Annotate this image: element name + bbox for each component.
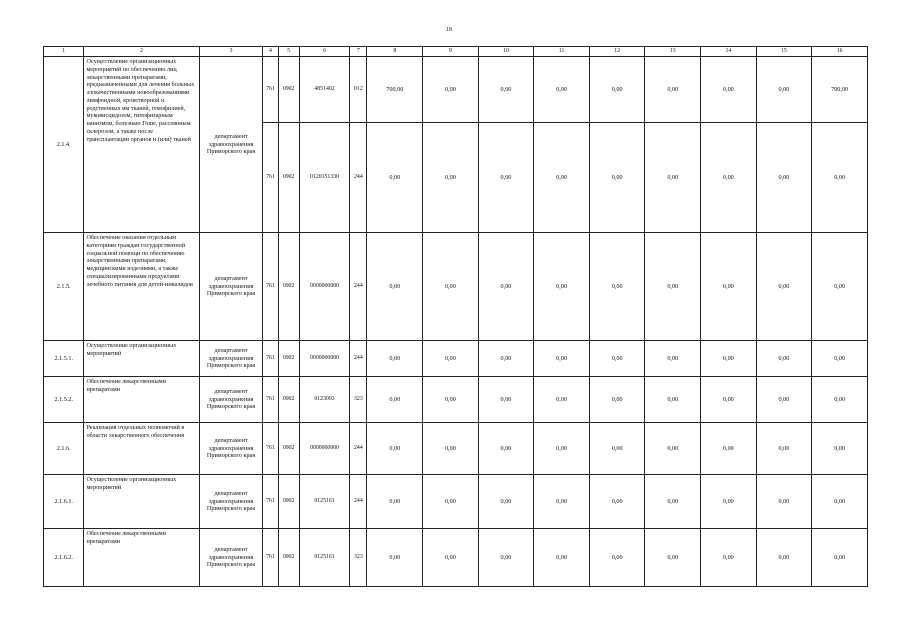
row-number: 2.1.5. <box>44 233 84 341</box>
table-row <box>44 423 868 475</box>
budget-code-c7: 244 <box>350 475 367 529</box>
page-number: 18 <box>446 27 452 33</box>
amount-cell: 0,00 <box>812 341 868 377</box>
amount-cell: 0,00 <box>589 529 645 587</box>
budget-code-c4: 761 <box>263 529 278 587</box>
budget-code-c7: 323 <box>350 529 367 587</box>
budget-code-c5: 0902 <box>278 233 299 341</box>
column-header: 6 <box>299 47 350 57</box>
amount-cell: 0,00 <box>701 233 757 341</box>
amount-cell: 0,00 <box>478 57 534 123</box>
amount-cell: 0,00 <box>756 57 812 123</box>
amount-cell: 0,00 <box>756 123 812 233</box>
column-header: 2 <box>84 47 199 57</box>
budget-code-c4: 761 <box>263 423 278 475</box>
amount-cell: 0,00 <box>534 57 590 123</box>
amount-cell: 0,00 <box>478 123 534 233</box>
amount-cell: 0,00 <box>701 123 757 233</box>
column-header: 7 <box>350 47 367 57</box>
column-header: 12 <box>589 47 645 57</box>
amount-cell: 0,00 <box>756 341 812 377</box>
amount-cell: 0,00 <box>534 377 590 423</box>
budget-code-c6: 0123093 <box>299 377 350 423</box>
amount-cell: 0,00 <box>367 123 423 233</box>
column-header: 15 <box>756 47 812 57</box>
table-row <box>44 475 868 529</box>
amount-cell: 0,00 <box>423 341 479 377</box>
row-description: Обеспечение лекарственными препаратами <box>84 377 199 423</box>
column-header: 5 <box>278 47 299 57</box>
amount-cell: 0,00 <box>701 57 757 123</box>
amount-cell: 0,00 <box>534 423 590 475</box>
row-number: 2.1.6.2. <box>44 529 84 587</box>
responsible-org: департамент здравоохранения Приморского края <box>199 529 263 587</box>
budget-code-c5: 0902 <box>278 423 299 475</box>
amount-cell: 0,00 <box>589 377 645 423</box>
column-header: 1 <box>44 47 84 57</box>
amount-cell: 0,00 <box>423 423 479 475</box>
amount-cell: 0,00 <box>367 475 423 529</box>
amount-cell: 0,00 <box>367 233 423 341</box>
amount-cell: 0,00 <box>478 341 534 377</box>
column-header: 10 <box>478 47 534 57</box>
column-header-row <box>44 47 868 57</box>
amount-cell: 0,00 <box>701 475 757 529</box>
budget-code-c4: 761 <box>263 377 278 423</box>
amount-cell: 0,00 <box>478 529 534 587</box>
amount-cell: 0,00 <box>645 341 701 377</box>
budget-code-c5: 0902 <box>278 341 299 377</box>
amount-cell: 0,00 <box>589 57 645 123</box>
budget-code-c6: 0000000000 <box>299 423 350 475</box>
amount-cell: 0,00 <box>645 377 701 423</box>
budget-code-c4: 761 <box>263 123 278 233</box>
amount-cell: 0,00 <box>367 377 423 423</box>
budget-code-c7: 244 <box>350 233 367 341</box>
amount-cell: 0,00 <box>534 529 590 587</box>
amount-cell: 0,00 <box>756 423 812 475</box>
row-description: Обеспечение лекарственными препаратами <box>84 529 199 587</box>
table-row <box>44 529 868 587</box>
budget-code-c5: 0902 <box>278 123 299 233</box>
row-number: 2.1.6.1. <box>44 475 84 529</box>
column-header: 14 <box>701 47 757 57</box>
responsible-org: департамент здравоохранения Приморского края <box>199 475 263 529</box>
column-header: 13 <box>645 47 701 57</box>
amount-cell: 0,00 <box>812 475 868 529</box>
row-number: 2.1.6. <box>44 423 84 475</box>
amount-cell: 0,00 <box>812 233 868 341</box>
amount-cell: 0,00 <box>534 475 590 529</box>
row-description: Осуществление организационных мероприятий по обеспечению лиц лекарственными препаратами, предназначенными для лечения больных злокачественными новообразованиями лимфоидной, кроветворной и родственных им тканей, гемофилией, муковисцидозом, гипофизарным нанизмом, болезнью Гоше, рассеянным склерозом, а также после трансплантации органов и (или) тканей <box>84 57 199 233</box>
amount-cell: 0,00 <box>423 529 479 587</box>
responsible-org: департамент здравоохранения Приморского края <box>199 341 263 377</box>
budget-code-c4: 761 <box>263 341 278 377</box>
budget-code-c5: 0902 <box>278 377 299 423</box>
amount-cell: 0,00 <box>423 475 479 529</box>
budget-code-c6: 0125161 <box>299 475 350 529</box>
budget-code-c7: 244 <box>350 423 367 475</box>
row-description: Реализация отдельных полномочий в области лекарственного обеспечения <box>84 423 199 475</box>
amount-cell: 0,00 <box>478 233 534 341</box>
amount-cell: 0,00 <box>589 123 645 233</box>
budget-code-c7: 244 <box>350 123 367 233</box>
budget-code-c7: 244 <box>350 341 367 377</box>
amount-cell: 0,00 <box>812 423 868 475</box>
amount-cell: 0,00 <box>367 529 423 587</box>
amount-cell: 0,00 <box>756 475 812 529</box>
column-header: 8 <box>367 47 423 57</box>
budget-code-c7: 012 <box>350 57 367 123</box>
amount-cell: 0,00 <box>534 341 590 377</box>
amount-cell: 0,00 <box>812 377 868 423</box>
table-row <box>44 233 868 341</box>
amount-cell: 0,00 <box>701 377 757 423</box>
budget-code-c6: 0120151330 <box>299 123 350 233</box>
amount-cell: 0,00 <box>589 341 645 377</box>
responsible-org: департамент здравоохранения Приморского края <box>199 423 263 475</box>
amount-cell: 700,00 <box>367 57 423 123</box>
amount-cell: 0,00 <box>589 475 645 529</box>
amount-cell: 0,00 <box>701 423 757 475</box>
amount-cell: 0,00 <box>478 423 534 475</box>
amount-cell: 0,00 <box>534 123 590 233</box>
budget-code-c4: 761 <box>263 57 278 123</box>
column-header: 3 <box>199 47 263 57</box>
row-description: Обеспечение оказания отдельным категориям граждан государственной социальной помощи по обеспечению лекарственными препаратами, медицинскими изделиями, а также специализированными продуктами лечебного питания для детей-инвалидов <box>84 233 199 341</box>
budget-code-c4: 761 <box>263 233 278 341</box>
amount-cell: 0,00 <box>645 57 701 123</box>
column-header: 11 <box>534 47 590 57</box>
amount-cell: 0,00 <box>589 423 645 475</box>
budget-code-c5: 0902 <box>278 529 299 587</box>
amount-cell: 0,00 <box>423 57 479 123</box>
amount-cell: 0,00 <box>423 377 479 423</box>
amount-cell: 0,00 <box>645 475 701 529</box>
budget-code-c4: 761 <box>263 475 278 529</box>
amount-cell: 0,00 <box>645 529 701 587</box>
amount-cell: 700,00 <box>812 57 868 123</box>
row-number: 2.1.5.1. <box>44 341 84 377</box>
table-row <box>44 377 868 423</box>
table-row <box>44 57 868 123</box>
amount-cell: 0,00 <box>478 475 534 529</box>
amount-cell: 0,00 <box>645 123 701 233</box>
responsible-org: департамент здравоохранения Приморского края <box>199 57 263 233</box>
amount-cell: 0,00 <box>367 423 423 475</box>
table-row <box>44 341 868 377</box>
column-header: 4 <box>263 47 278 57</box>
amount-cell: 0,00 <box>367 341 423 377</box>
column-header: 16 <box>812 47 868 57</box>
budget-code-c6: 0000000000 <box>299 233 350 341</box>
amount-cell: 0,00 <box>756 233 812 341</box>
budget-code-c6: 0000000000 <box>299 341 350 377</box>
responsible-org: департамент здравоохранения Приморского края <box>199 377 263 423</box>
amount-cell: 0,00 <box>645 233 701 341</box>
amount-cell: 0,00 <box>589 233 645 341</box>
amount-cell: 0,00 <box>478 377 534 423</box>
amount-cell: 0,00 <box>756 529 812 587</box>
budget-code-c7: 323 <box>350 377 367 423</box>
budget-table <box>43 46 868 587</box>
amount-cell: 0,00 <box>756 377 812 423</box>
row-number: 2.1.4. <box>44 57 84 233</box>
row-description: Осуществление организационных мероприятий <box>84 475 199 529</box>
amount-cell: 0,00 <box>645 423 701 475</box>
budget-code-c6: 0125161 <box>299 529 350 587</box>
row-description: Осуществление организационных мероприятий <box>84 341 199 377</box>
amount-cell: 0,00 <box>423 123 479 233</box>
amount-cell: 0,00 <box>701 529 757 587</box>
budget-code-c6: 4851402 <box>299 57 350 123</box>
budget-code-c5: 0902 <box>278 57 299 123</box>
amount-cell: 0,00 <box>423 233 479 341</box>
column-header: 9 <box>423 47 479 57</box>
amount-cell: 0,00 <box>701 341 757 377</box>
amount-cell: 0,00 <box>534 233 590 341</box>
responsible-org: департамент здравоохранения Приморского края <box>199 233 263 341</box>
row-number: 2.1.5.2. <box>44 377 84 423</box>
amount-cell: 0,00 <box>812 123 868 233</box>
amount-cell: 0,00 <box>812 529 868 587</box>
budget-code-c5: 0902 <box>278 475 299 529</box>
